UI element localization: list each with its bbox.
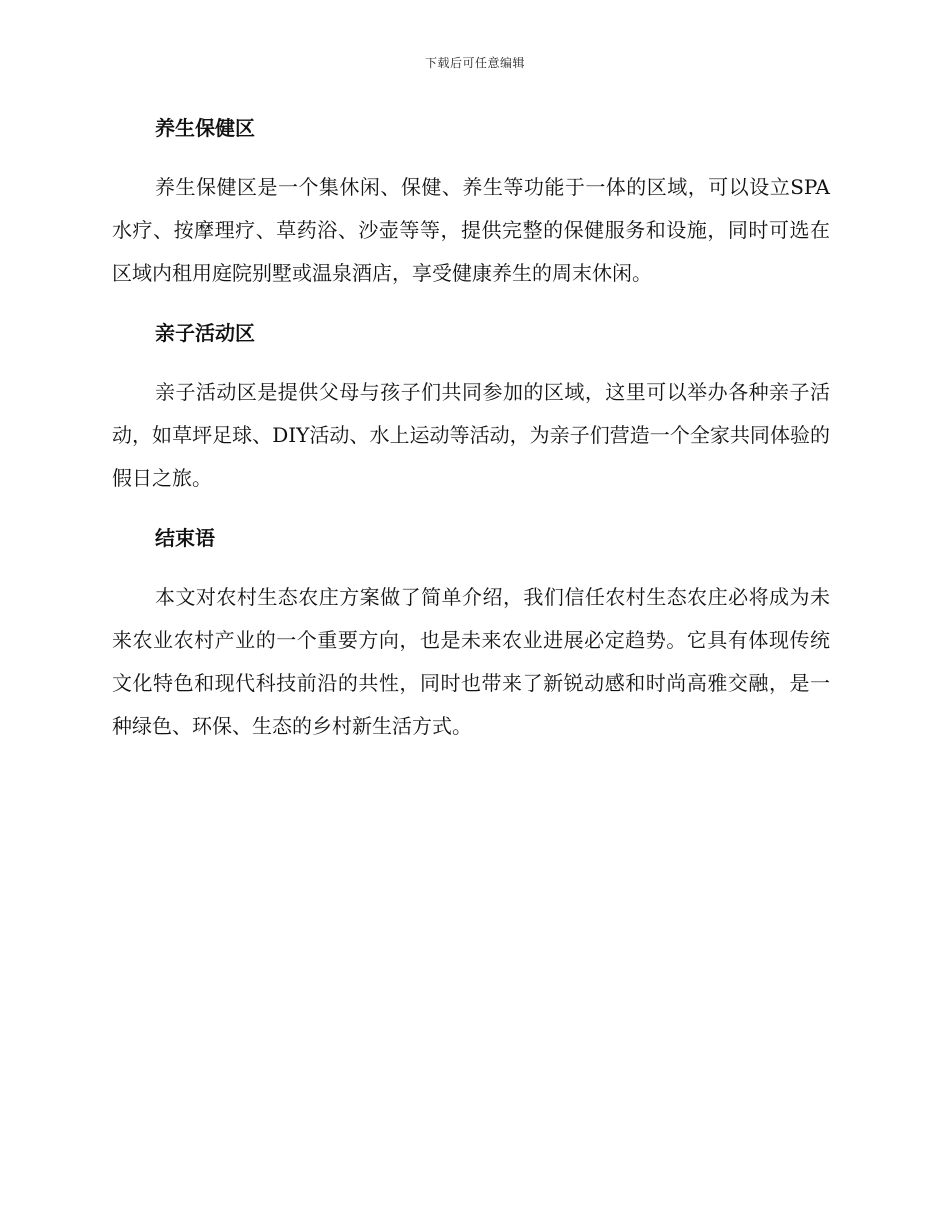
page-header-note: 下载后可任意编辑 [424,56,525,70]
section-paragraph-health: 养生保健区是一个集休闲、保健、养生等功能于一体的区域，可以设立SPA水疗、按摩理疗、草药浴、沙壶等等，提供完整的保健服务和设施，同时可选在区域内租用庭院别墅或温泉酒店，享受健康养生的周末休闲。 [112,175,830,285]
section-heading-family: 亲子活动区 [155,321,255,345]
section-paragraph-conclusion: 本文对农村生态农庄方案做了简单介绍，我们信任农村生态农庄必将成为未来农业农村产业的一个重要方向，也是未来农业进展必定趋势。它具有体现传统文化特色和现代科技前沿的共性，同时也带来了新锐动感和时尚高雅交融，是一种绿色、环保、生态的乡村新生活方式。 [112,585,830,738]
section-heading-conclusion: 结束语 [155,526,215,550]
document-body [112,110,830,748]
section-paragraph-family: 亲子活动区是提供父母与孩子们共同参加的区域，这里可以举办各种亲子活动，如草坪足球、DIY活动、水上运动等活动，为亲子们营造一个全家共同体验的假日之旅。 [112,380,830,490]
section-heading-health: 养生保健区 [155,116,255,140]
